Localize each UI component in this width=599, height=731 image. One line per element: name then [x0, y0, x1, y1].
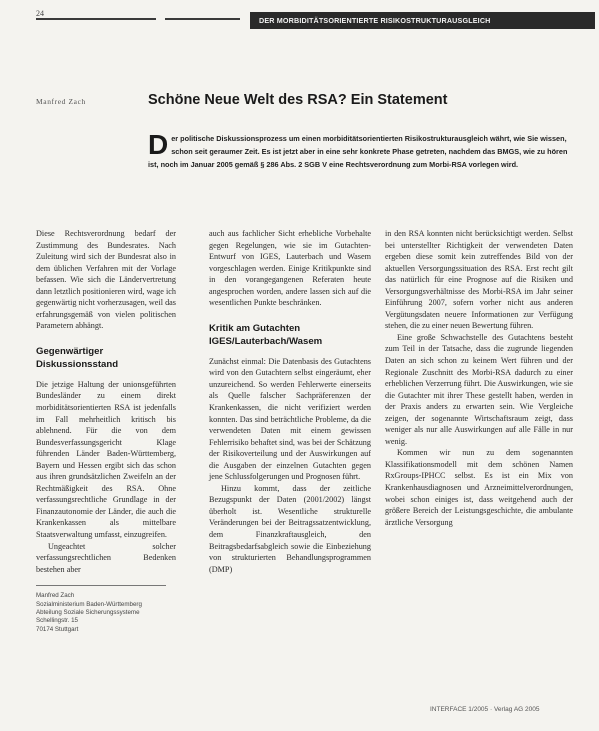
author-name: Manfred Zach [36, 97, 86, 106]
body-paragraph: Die jetzige Haltung der unionsgeführten Bundesländer zu einem direkt morbiditätsorientierten RSA ist jedenfalls im Fall mehrheitlich kritisch bis ablehnend. Für die von dem Bundesverfassungsgericht Klage führenden Länder Baden-Württemberg, Bayern und Hessen ergibt sich das schon aus ihren grundsätzlichen Zweifeln an der Rechtmäßigkeit des RSA. Ohne verfassungsrechtliche Grundlage in der Finanzautonomie der Länder, die auch die Krankenkassen als mittelbare Staatsverwaltung umfasst, einzugreifen. [36, 379, 176, 540]
address-line: 70174 Stuttgart [36, 625, 79, 633]
body-paragraph: Ungeachtet solcher verfassungsrechtlichen Bedenken bestehen aber [36, 541, 176, 574]
address-line: Manfred Zach [36, 592, 75, 600]
body-paragraph: Eine große Schwachstelle des Gutachtens besteht zum Teil in der Tatsache, dass die zugrunde liegenden Daten an sich schon zu keinem Wert führen und der Regionale Zuschnitt des Morbi-RSA dadurch zu einer erheblichen Verzerrung führt. Die Auswirkungen, wie sie die Gutachter mit ihrer These gestellt haben, werden in der Praxis anders zu erwarten sein. Wie Vergleiche zeigen, der sogenannte Wirtschaftsraum zeigt, dass weniger als nur alle Auswirkungen auf alle Fälle in nur wenig. [385, 332, 573, 446]
page-footer: INTERFACE 1/2005 · Verlag AG 2005 [430, 706, 540, 713]
article-title: Schöne Neue Welt des RSA? Ein Statement [148, 92, 448, 108]
lead-paragraph [148, 129, 568, 171]
section-header-bar [250, 12, 595, 29]
body-paragraph: Kommen wir nun zu dem sogenannten Klassifikationsmodell mit dem schönen Namen RxGroups-IPHCC selbst. Es ist ein Mix von Krankenhausdiagnosen und Arzneimittelverordnungen, wobei schon einiges ist, dass weitgehend auch der größere Bereich der Leistungsgeschichte, die ambulante ärztliche Versorgung [385, 448, 573, 527]
text-column-1 [36, 228, 176, 634]
section-heading: Kritik am Gutachten IGES/Lauterbach/Wasem [209, 322, 323, 347]
page-number: 24 [36, 9, 44, 18]
text-column-3 [385, 228, 573, 528]
body-paragraph: in den RSA konnten nicht berücksichtigt werden. Selbst bei unterstellter Richtigkeit der verwendeten Daten ergeben diese somit kein zutreffendes Bild von der aktuellen Versorgungssituation des RSA. Erst recht gilt das natürlich für eine Prognose auf die Risiken und Versorgungsverhältnisse des Morbi-RSA im Jahr seiner Einführung 2007, sofern vorher nicht aus anderen Vergütungsdaten neuere Informationen zur Verfügung stehen, die zu einer neuen Bewertung führen. [385, 229, 573, 331]
address-line: Abteilung Soziale Sicherungssysteme [36, 609, 140, 617]
body-paragraph: Hinzu kommt, dass der zeitliche Bezugspunkt der Daten (2001/2002) längst überholt ist. Wesentliche strukturelle Veränderungen bei der Beitragssatzentwicklung, dem Finanzkraftausgleich, den Beitragsbedarfsabgleich sowie die Einbeziehung von strukturierten Behandlungsprogrammen (DMP) [209, 483, 371, 574]
body-paragraph: auch aus fachlicher Sicht erhebliche Vorbehalte gegen Regelungen, wie sie im Gutachten-Entwurf von IGES, Lauterbach und Wasem vorgeschlagen werden. Einige Kritikpunkte sind in den vorangegangenen Referaten heute angesprochen worden, andere lassen sich auf die wesentlichen Punkte beschränken. [209, 229, 371, 308]
section-header-text: DER MORBIDITÄTSORIENTIERTE RISIKOSTRUKTURAUSGLEICH [259, 16, 491, 25]
drop-cap: D [148, 129, 169, 160]
body-paragraph: Zunächst einmal: Die Datenbasis des Gutachtens wird von den Gutachtern selbst eingeräumt, eher unzureichend. So werden Fehlerwerte einerseits als Quelle falscher Sachpräferenzen der Krankenkassen, die nicht verifiziert werden konnten. Das sind beträchtliche Probleme, da die verwendeten Daten mit einem gewissen Fehlerrisiko behaftet sind, was bei der Schätzung der Risikoverteilung und der Auswirkungen auf die Ausgaben der einzelnen Gutachten gegen jene Schlussfolgerungen und Prognosen führt. [209, 356, 371, 482]
author-address [36, 592, 176, 634]
lead-text: er politische Diskussionsprozess um einen morbiditätsorientierten Risikostrukturausgleich währt, wie Sie wissen, schon seit geraumer Zeit. Es ist jetzt aber in eine sehr konkrete Phase getreten, nachdem das BMGS, wie zu hören ist, noch im Januar 2005 gemäß § 286 Abs. 2 SGB V eine Rechtsverordnung zum Morbi-RSA vorlegen wird. [148, 134, 568, 169]
address-line: Schellingstr. 15 [36, 617, 78, 625]
header-rule-left [36, 18, 156, 20]
address-line: Sozialministerium Baden-Württemberg [36, 600, 142, 608]
body-paragraph: Diese Rechtsverordnung bedarf der Zustimmung des Bundesrates. Nach Zuleitung wird sich der Bundesrat also in dem üblichen Verfahren mit der Vorlage befassen. Wie sich die Ländervertretung dann letztlich positionieren wird, wage ich gegenwärtig nicht vorherzusagen, weil das erfahrungsgemäß von vielen politischen Parametern abhängt. [36, 229, 176, 331]
section-heading: Gegenwärtiger Diskussionsstand [36, 345, 119, 370]
text-column-2 [209, 228, 371, 575]
header-rule-middle [165, 18, 240, 20]
address-divider [36, 585, 166, 586]
